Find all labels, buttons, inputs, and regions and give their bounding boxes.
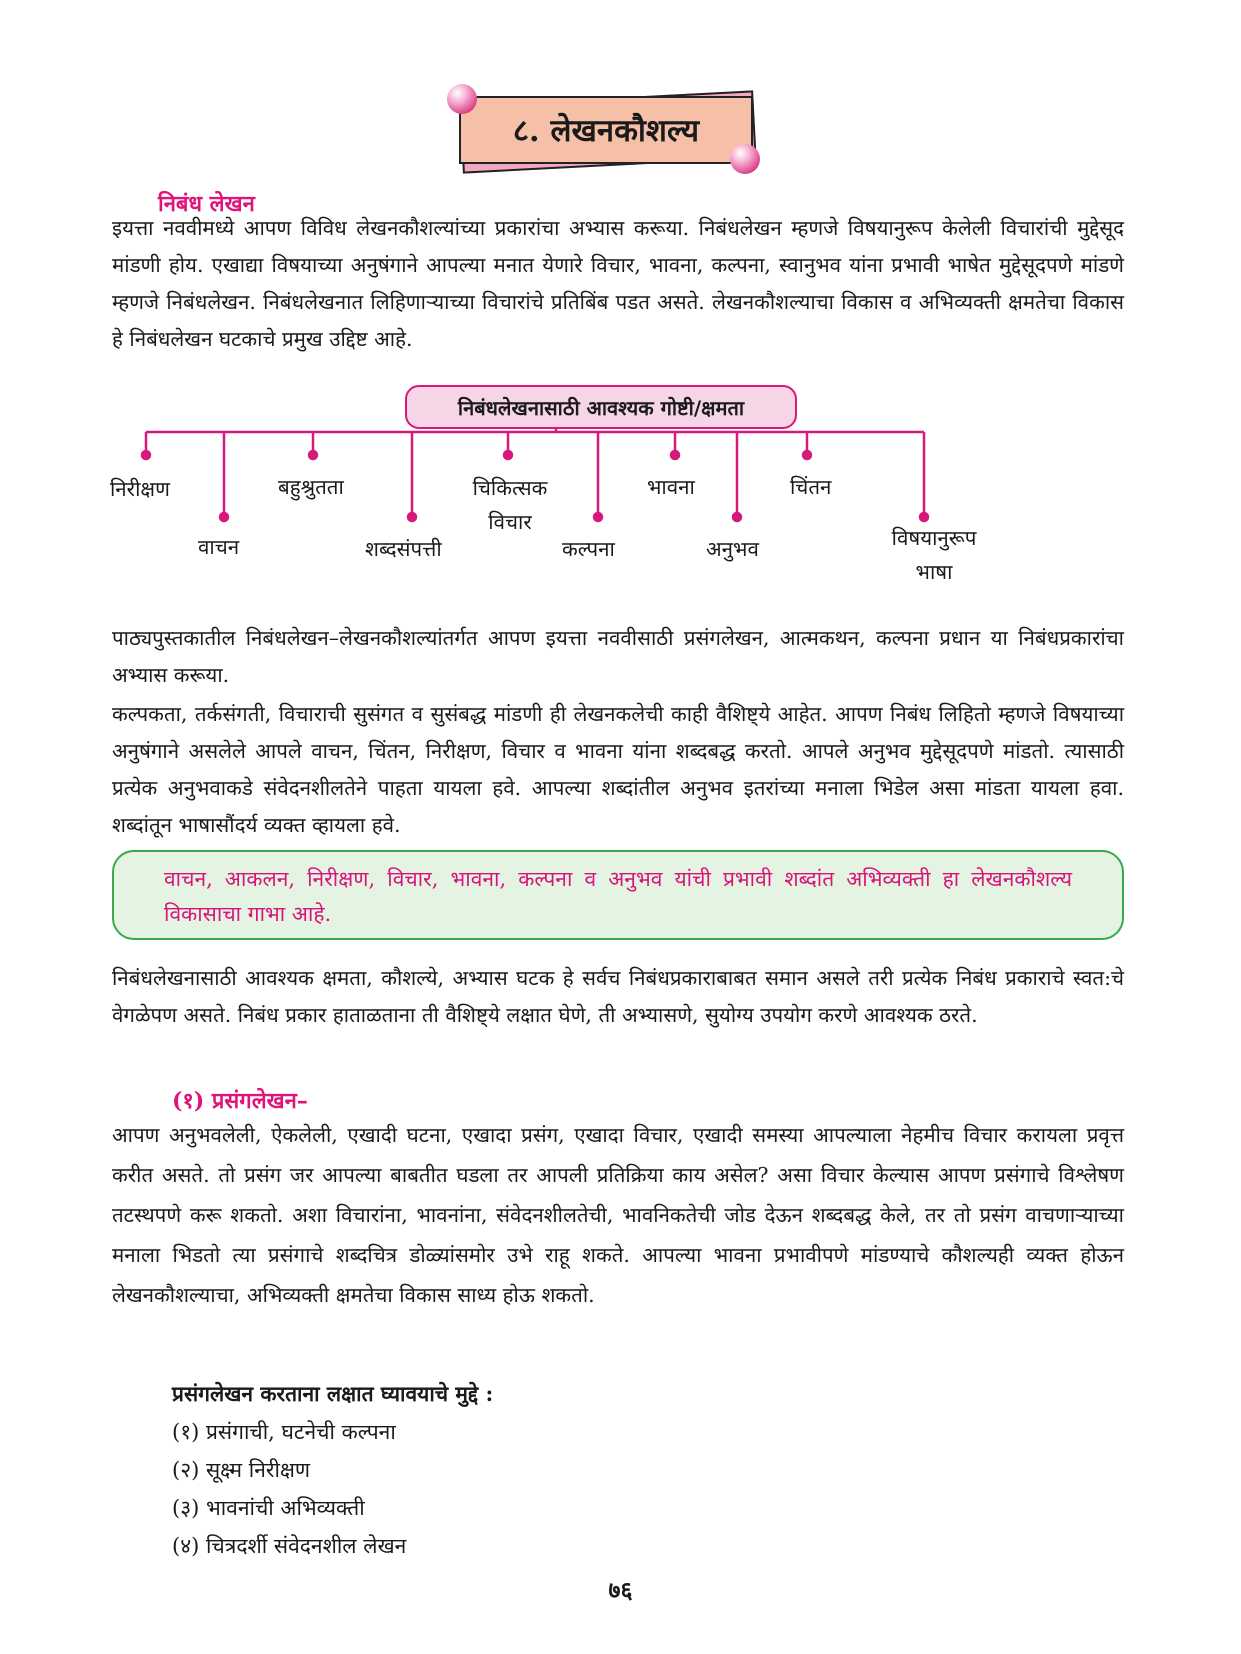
branch-label: विषयानुरूप भाषा <box>891 526 977 584</box>
paragraph-5-text: आपण अनुभवलेली, ऐकलेली, एखादी घटना, एखादा प्रसंग, एखादा विचार, एखादी समस्या आपल्याला नेहमीच विचार करायला प्रवृत्त करीत असते. तो प्रसंग जर आपल्या बाबतीत घडला तर आपली प्रतिक्रिया काय असेल? असा विचार केल्यास आपण प्रसंगाचे विश्लेषण तटस्थपणे करू शकतो. अशा विचारांना, भावनांना, संवेदनशीलतेची, भावनिकतेची जोड देऊन शब्दबद्ध केले, तर तो प्रसंग वाचणाऱ्याच्या मनाला भिडतो त्या प्रसंगाचे शब्दचित्र डोळ्यांसमोर उभे राहू शकते. आपल्या भावना प्रभावीपणे मांडण्याचे कौशल्यही व्यक्त होऊन लेखनकौशल्याचा, अभिव्यक्ती क्षमतेचा विकास साध्य होऊ शकतो. <box>112 1123 1124 1307</box>
list-item: (२) सूक्ष्म निरीक्षण <box>172 1458 311 1482</box>
intro-paragraph <box>112 210 1124 358</box>
intro-text: इयत्ता नववीमध्ये आपण विविध लेखनकौशल्यांच्या प्रकारांचा अभ्यास करूया. निबंधलेखन म्हणजे विषयानुरूप केलेली विचारांची मुद्देसूद मांडणी होय. एखाद्या विषयाच्या अनुषंगाने आपल्या मनात येणारे विचार, भावना, कल्पना, स्वानुभव यांना प्रभावी भाषेत मुद्देसूदपणे मांडणे म्हणजे निबंधलेखन. निबंधलेखनात लिहिणाऱ्याच्या विचारांचे प्रतिबिंब पडत असते. लेखनकौशल्याचा विकास व अभिव्यक्ती क्षमतेचा विकास हे निबंधलेखन घटकाचे प्रमुख उद्दिष्ट आहे. <box>112 216 1124 351</box>
decor-ball-icon <box>730 144 760 174</box>
branch-label: कल्पना <box>562 537 615 561</box>
paragraph-2 <box>112 620 1124 844</box>
list-item: (१) प्रसंगाची, घटनेची कल्पना <box>172 1420 396 1444</box>
paragraph-4 <box>112 960 1124 1034</box>
points-heading: प्रसंगलेखन करताना लक्षात घ्यावयाचे मुद्दे : <box>172 1381 494 1406</box>
branch-label: चिकित्सक विचार <box>472 476 548 534</box>
diagram-root-label: निबंधलेखनासाठी आवश्यक गोष्टी/क्षमता <box>405 385 797 429</box>
branch-label: शब्दसंपत्ती <box>365 537 442 561</box>
chapter-title-box <box>455 92 755 170</box>
paragraph-4-text: निबंधलेखनासाठी आवश्यक क्षमता, कौशल्ये, अभ्यास घटक हे सर्वच निबंधप्रकाराबाबत समान असले तरी प्रत्येक निबंध प्रकाराचे स्वत:चे वेगळेपण असते. निबंध प्रकार हाताळताना ती वैशिष्ट्ये लक्षात घेणे, ती अभ्यासणे, सुयोग्य उपयोग करणे आवश्यक ठरते. <box>112 966 1124 1027</box>
chapter-title: ८. लेखनकौशल्य <box>459 96 753 164</box>
paragraph-5 <box>112 1115 1124 1315</box>
branch-label: बहुश्रुतता <box>278 475 344 499</box>
diagram-connectors <box>110 385 1110 625</box>
branch-label: भावना <box>647 475 695 499</box>
subheading-prasanglekhan: (१) प्रसंगलेखन– <box>172 1088 308 1114</box>
list-item: (३) भावनांची अभिव्यक्ती <box>172 1496 365 1520</box>
paragraph-2-text: पाठ्यपुस्तकातील निबंधलेखन–लेखनकौशल्यांतर्गत आपण इयत्ता नववीसाठी प्रसंगलेखन, आत्मकथन, कल्पना प्रधान या निबंधप्रकारांचा अभ्यास करूया. <box>112 626 1124 687</box>
highlight-text: वाचन, आकलन, निरीक्षण, विचार, भावना, कल्पना व अनुभव यांची प्रभावी शब्दांत अभिव्यक्ती हा लेखनकौशल्य विकासाचा गाभा आहे. <box>164 867 1072 926</box>
section-heading: निबंध लेखन <box>158 191 255 217</box>
paragraph-3-text: कल्पकता, तर्कसंगती, विचाराची सुसंगत व सुसंबद्ध मांडणी ही लेखनकलेची काही वैशिष्ट्ये आहेत. आपण निबंध लिहितो म्हणजे विषयाच्या अनुषंगाने असलेले आपले वाचन, चिंतन, निरीक्षण, विचार व भावना यांना शब्दबद्ध करतो. आपले अनुभव मुद्देसूदपणे मांडतो. त्यासाठी प्रत्येक अनुभवाकडे संवेदनशीलतेने पाहता यायला हवे. आपल्या शब्दांतील अनुभव इतरांच्या मनाला भिडेल असा मांडता यायला हवा. शब्दांतून भाषासौंदर्य व्यक्त व्हायला हवे. <box>112 702 1124 837</box>
branch-label: निरीक्षण <box>110 477 170 501</box>
branch-label: अनुभव <box>706 537 759 561</box>
branch-label: वाचन <box>198 535 240 559</box>
list-item: (४) चित्रदर्शी संवेदनशील लेखन <box>172 1534 407 1558</box>
highlight-box <box>112 850 1124 940</box>
decor-ball-icon <box>447 84 477 114</box>
branch-label: चिंतन <box>790 475 832 499</box>
essay-skills-diagram <box>110 385 1110 625</box>
page-number: ७६ <box>608 1577 633 1604</box>
